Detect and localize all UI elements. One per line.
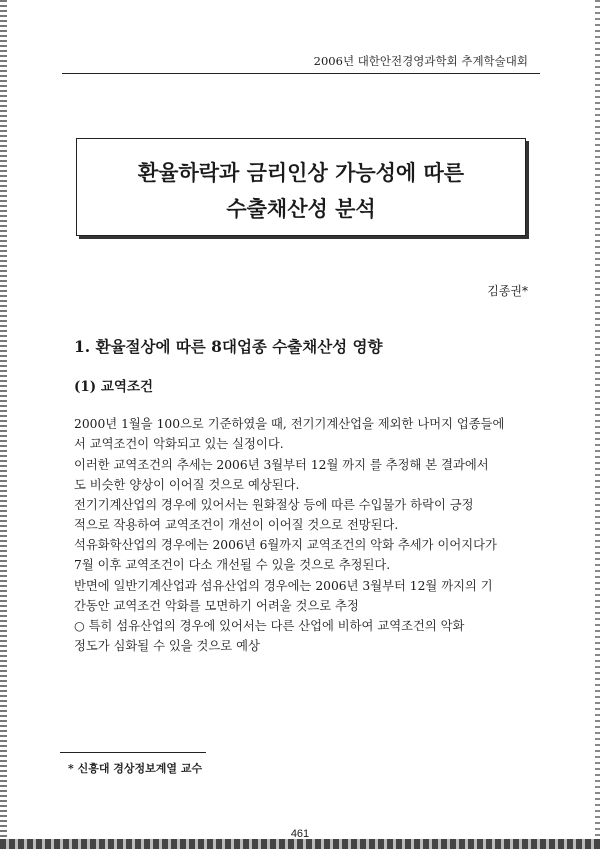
body-line: 도 비슷한 양상이 이어질 것으로 예상된다. (74, 478, 300, 492)
scan-edge-right (595, 0, 600, 849)
scan-edge-left (0, 0, 7, 849)
body-line: 정도가 심화될 수 있을 것으로 예상 (74, 639, 260, 653)
title-line-2: 수출채산성 분석 (226, 196, 376, 221)
page-number: 461 (290, 828, 310, 840)
body-line: 적으로 작용하여 교역조건이 개선이 이어질 것으로 전망된다. (74, 518, 399, 532)
body-line: 이러한 교역조건의 추세는 2006년 3월부터 12월 까지 를 추정해 본 결과에서 (74, 458, 489, 472)
body-line: 2000년 1월을 100으로 기준하였을 때, 전기기계산업을 제외한 나머지 업종들에 (74, 417, 505, 431)
section-heading: 1. 환율절상에 따른 8대업종 수출채산성 영향 (74, 337, 383, 356)
body-line: 반면에 일반기계산업과 섬유산업의 경우에는 2006년 3월부터 12월 까지의 기 (74, 579, 493, 593)
footnote: * 신흥대 경상정보계열 교수 (68, 762, 203, 775)
body-line: 전기기계산업의 경우에 있어서는 원화절상 등에 따른 수입물가 하락이 긍정 (74, 498, 474, 512)
body-line: 서 교역조건이 악화되고 있는 실정이다. (74, 437, 284, 451)
body-line: 7월 이후 교역조건이 다소 개선될 수 있을 것으로 추정된다. (74, 558, 391, 572)
scan-edge-bottom (0, 839, 600, 849)
header-rule (62, 73, 540, 74)
body-line: 간동안 교역조건 악화를 모면하기 어려울 것으로 추정 (74, 599, 359, 613)
author-name: 김종권* (487, 284, 528, 298)
title-line-1: 환율하락과 금리인상 가능성에 따른 (137, 160, 465, 185)
subsection-heading: (1) 교역조건 (74, 379, 154, 395)
title-box (76, 138, 526, 236)
body-line-bullet: ○ 특히 섬유산업의 경우에 있어서는 다른 산업에 비하여 교역조건의 악화 (74, 619, 465, 633)
footnote-rule (60, 752, 206, 753)
running-header: 2006년 대한안전경영과학회 추계학술대회 (313, 54, 528, 68)
body-line: 석유화학산업의 경우에는 2006년 6월까지 교역조건의 악화 추세가 이어지다가 (74, 538, 497, 552)
